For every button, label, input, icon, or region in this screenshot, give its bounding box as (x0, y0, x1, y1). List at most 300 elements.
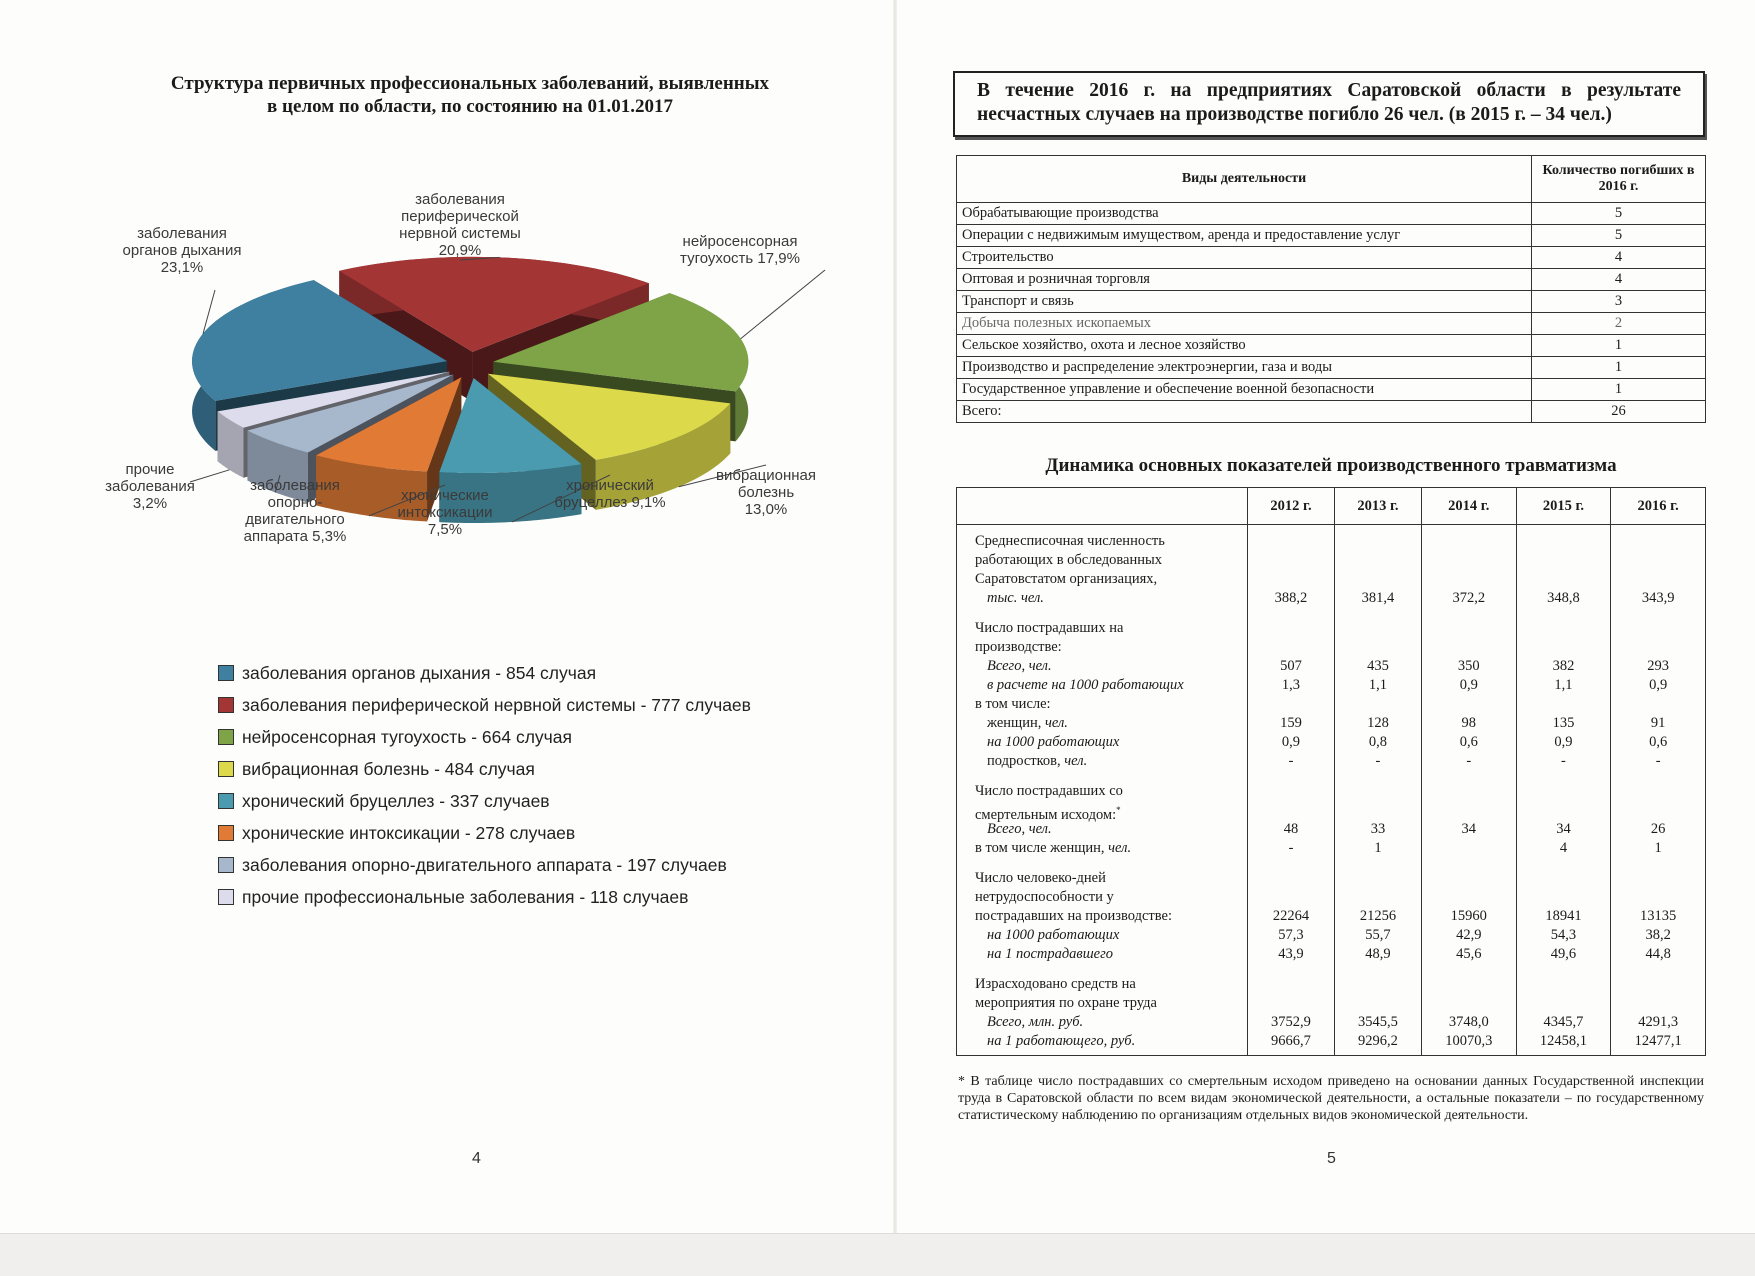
pie-label-resp (123, 225, 242, 276)
pie-label-line: интоксикации (397, 504, 493, 521)
value (1517, 782, 1611, 801)
value (1517, 619, 1611, 638)
value: 43,9 (1278, 946, 1304, 962)
value: 4 (1559, 840, 1568, 856)
injury-dynamics-table (956, 487, 1706, 1056)
value: 0,9 (1281, 734, 1301, 750)
pie-label-line: аппарата 5,3% (243, 528, 347, 545)
indicator-line (975, 907, 1239, 926)
value: 1,3 (1281, 677, 1301, 693)
value-cell (1421, 612, 1516, 775)
value: 98 (1461, 715, 1477, 731)
pie-label-hear (680, 233, 800, 267)
value (1248, 888, 1334, 907)
value (1611, 532, 1705, 551)
footnote: * В таблице число пострадавших со смертельным исходом приведено на основании данных Государственной инспекции труда в Саратовской области по всем видам экономической деятельности, а остальные показатели – по государственному статистическому наблюдению по организациям отдельных видов экономической деятельности. (958, 1074, 1704, 1123)
value: 9296,2 (1358, 1033, 1398, 1049)
table-row (957, 379, 1706, 401)
value (1422, 975, 1516, 994)
value (1422, 551, 1516, 570)
activity-cell: Добыча полезных ископаемых (957, 313, 1532, 335)
value: 4345,7 (1543, 1014, 1584, 1030)
indicator-block (957, 612, 1706, 775)
legend-item (218, 849, 751, 881)
indicator-text: в том числе: (975, 696, 1051, 712)
value-cell (1421, 525, 1516, 613)
value (1422, 888, 1516, 907)
legend-label: нейросенсорная тугоухость - 664 случая (242, 726, 572, 747)
value (1248, 532, 1334, 551)
value-cell (1611, 525, 1706, 613)
year-header: 2012 г. (1248, 488, 1335, 525)
year-header: 2015 г. (1516, 488, 1611, 525)
value: 128 (1367, 715, 1389, 731)
legend-item (218, 657, 751, 689)
value: 12477,1 (1634, 1033, 1682, 1049)
value: - (1466, 753, 1472, 769)
indicator-line (975, 752, 1239, 771)
legend-label: заболевания периферической нервной системы - 777 случаев (242, 694, 751, 715)
right-page (895, 0, 1755, 1275)
value (1517, 888, 1611, 907)
legend-swatch-icon (218, 857, 234, 873)
indicator-line (975, 638, 1239, 657)
table-row (957, 269, 1706, 291)
value (1611, 888, 1705, 907)
value-cell (1516, 968, 1611, 1056)
indicator-text: на 1 работающего, руб. (987, 1033, 1136, 1049)
legend-item (218, 785, 751, 817)
indicator-line (975, 619, 1239, 638)
value: 48,9 (1365, 946, 1391, 962)
pie-label-line: бруцеллез 9,1% (554, 494, 666, 511)
activity-cell: Оптовая и розничная торговля (957, 269, 1532, 291)
legend-swatch-icon (218, 825, 234, 841)
indicator-text: Всего, чел. (987, 658, 1052, 674)
value: - (1375, 753, 1381, 769)
header-count: Количество погибших в 2016 г. (1532, 156, 1706, 203)
value: 4291,3 (1638, 1014, 1679, 1030)
value: 435 (1367, 658, 1389, 674)
indicator-line (975, 926, 1239, 945)
value-cell (1611, 968, 1706, 1056)
count-cell: 5 (1532, 203, 1706, 225)
label-leader-line (741, 270, 825, 339)
value: 10070,3 (1445, 1033, 1493, 1049)
value-cell (1334, 612, 1421, 775)
value: 348,8 (1547, 590, 1580, 606)
value: 0,8 (1368, 734, 1388, 750)
value (1248, 801, 1334, 820)
pie-label-line: 3,2% (132, 495, 168, 512)
value (1611, 638, 1705, 657)
value: 350 (1457, 658, 1480, 674)
value (1335, 551, 1421, 570)
value (1517, 869, 1611, 888)
value-cell (1334, 862, 1421, 968)
legend-swatch-icon (218, 889, 234, 905)
indicator-line (975, 1013, 1239, 1032)
label-leader-line (190, 470, 229, 482)
indicator-block (957, 775, 1706, 862)
indicator-text: Всего, млн. руб. (987, 1014, 1084, 1030)
value-cell (1334, 525, 1421, 613)
value: 21256 (1359, 908, 1397, 924)
value: 55,7 (1365, 927, 1391, 943)
value (1517, 994, 1611, 1013)
indicator-text: Всего, чел. (987, 821, 1052, 837)
legend-swatch-icon (218, 665, 234, 681)
value-cell (1334, 968, 1421, 1056)
pie-label-line: 23,1% (160, 259, 204, 276)
value (1611, 551, 1705, 570)
pie-label-nerv (399, 191, 521, 259)
chart-title-line-2: в целом по области, по состоянию на 01.01.2017 (267, 96, 673, 117)
year-header: 2013 г. (1334, 488, 1421, 525)
table-row (957, 291, 1706, 313)
value: 388,2 (1274, 590, 1308, 606)
pie-label-line: хронический (566, 477, 654, 494)
indicator-text: в том числе женщин, (975, 840, 1109, 856)
indicator-label (957, 862, 1248, 968)
activity-cell: Производство и распределение электроэнергии, газа и воды (957, 357, 1532, 379)
chart-legend (218, 657, 751, 913)
value: - (1655, 753, 1661, 769)
value (1517, 801, 1611, 820)
value-cell (1611, 775, 1706, 862)
value (1422, 801, 1516, 820)
value (1422, 532, 1516, 551)
indicator-line (975, 839, 1239, 858)
pie-label-line: нервной системы (399, 225, 521, 242)
table-row (957, 335, 1706, 357)
dynamics-title: Динамика основных показателей производственного травматизма (1045, 455, 1617, 476)
value (1517, 570, 1611, 589)
legend-swatch-icon (218, 793, 234, 809)
value (1248, 975, 1334, 994)
legend-swatch-icon (218, 729, 234, 745)
value: 57,3 (1278, 927, 1304, 943)
table-row (957, 247, 1706, 269)
pie-label-line: 13,0% (744, 501, 788, 518)
indicator-line (975, 888, 1239, 907)
indicator-text: мероприятия по охране труда (975, 995, 1157, 1011)
value (1335, 532, 1421, 551)
table-header-row (957, 488, 1706, 525)
indicator-line (975, 532, 1239, 551)
pie-label-bruc (554, 477, 665, 511)
indicator-text: на 1000 работающих (987, 927, 1120, 943)
value (1611, 801, 1705, 820)
value-cell (1421, 775, 1516, 862)
value: 1 (1654, 840, 1662, 856)
value: 12458,1 (1539, 1033, 1587, 1049)
value-cell (1516, 612, 1611, 775)
value-cell (1611, 862, 1706, 968)
activity-cell: Строительство (957, 247, 1532, 269)
value: 0,6 (1649, 734, 1668, 750)
value: 1 (1374, 840, 1382, 856)
indicator-line (975, 676, 1239, 695)
value (1517, 551, 1611, 570)
indicator-text: работающих в обследованных (975, 552, 1162, 568)
value (1517, 638, 1611, 657)
value: 1,1 (1368, 677, 1388, 693)
value: 38,2 (1645, 927, 1671, 943)
activity-cell: Государственное управление и обеспечение военной безопасности (957, 379, 1532, 401)
count-cell: 4 (1532, 247, 1706, 269)
indicator-line (975, 657, 1239, 676)
pie-label-line: заболевания (137, 225, 227, 242)
value-cell (1516, 525, 1611, 613)
value (1335, 994, 1421, 1013)
indicator-text: Саратовстатом организациях, (975, 571, 1158, 587)
pie-label-line: двигательного (245, 511, 345, 528)
count-cell: 1 (1532, 379, 1706, 401)
value (1422, 869, 1516, 888)
value-cell (1516, 775, 1611, 862)
value (1335, 801, 1421, 820)
pie-label-musc (244, 477, 347, 545)
indicator-text: подростков, (987, 753, 1065, 769)
indicator-line (975, 733, 1239, 752)
count-cell: 1 (1532, 335, 1706, 357)
value (1248, 782, 1334, 801)
activity-cell: Транспорт и связь (957, 291, 1532, 313)
value: 343,9 (1641, 590, 1675, 606)
legend-item (218, 817, 751, 849)
indicator-text: на 1000 работающих (987, 734, 1120, 750)
value: 0,6 (1459, 734, 1478, 750)
indicator-text: Израсходовано средств на (975, 976, 1136, 992)
value (1611, 975, 1705, 994)
total-value: 26 (1532, 401, 1706, 423)
value: 293 (1647, 658, 1670, 674)
total-label: Всего: (957, 401, 1532, 423)
chart-title-line-1: Структура первичных профессиональных заболеваний, выявленных (170, 73, 770, 94)
indicator-text: Число пострадавших со (975, 783, 1123, 799)
value-cell (1248, 775, 1335, 862)
value: 13135 (1640, 908, 1677, 924)
indicator-line (975, 589, 1239, 608)
indicator-unit: чел. (1044, 715, 1068, 731)
value: 3748,0 (1448, 1014, 1489, 1030)
count-cell: 4 (1532, 269, 1706, 291)
value-cell (1248, 612, 1335, 775)
value (1248, 570, 1334, 589)
value-cell (1334, 775, 1421, 862)
year-header: 2014 г. (1421, 488, 1516, 525)
legend-label: хронические интоксикации - 278 случаев (242, 822, 576, 843)
pie-label-line: хронические (401, 487, 489, 504)
indicator-line (975, 695, 1239, 714)
value-cell (1248, 862, 1335, 968)
pie-label-line: органов дыхания (122, 242, 242, 259)
pie-label-line: заболевания (250, 477, 340, 494)
indicator-block (957, 862, 1706, 968)
legend-swatch-icon (218, 697, 234, 713)
activity-cell: Операции с недвижимым имуществом, аренда и предоставление услуг (957, 225, 1532, 247)
value (1517, 695, 1611, 714)
indicator-text: смертельным исходом: (975, 806, 1117, 823)
pie-label-line: болезнь (737, 484, 795, 501)
legend-label: прочие профессиональные заболевания - 118 случаев (242, 886, 689, 907)
value (1611, 782, 1705, 801)
value-cell (1248, 525, 1335, 613)
value: - (1288, 753, 1294, 769)
value: - (1561, 753, 1566, 769)
fatalities-notice: В течение 2016 г. на предприятиях Саратовской области в результате несчастных случаев на производстве погибло 26 чел. (в 2015 г. – 34 чел.) (953, 71, 1705, 137)
value: 34 (1461, 821, 1477, 837)
value (1248, 869, 1334, 888)
value-cell (1516, 862, 1611, 968)
value (1248, 638, 1334, 657)
table-row (957, 313, 1706, 335)
value (1611, 869, 1705, 888)
indicator-text: пострадавших на производстве: (975, 908, 1172, 924)
year-header: 2016 г. (1611, 488, 1706, 525)
value (1517, 532, 1611, 551)
indicator-text: женщин, (987, 715, 1045, 731)
value (1335, 888, 1421, 907)
value: 54,3 (1550, 927, 1577, 943)
table-row (957, 357, 1706, 379)
indicator-line (975, 801, 1239, 823)
value: 372,2 (1452, 590, 1486, 606)
pie-label-intox (398, 487, 493, 538)
indicator-text: Число человеко-дней (975, 870, 1106, 886)
value (1335, 782, 1421, 801)
value-cell (1421, 862, 1516, 968)
page-number-right: 5 (1327, 1150, 1336, 1167)
value: 135 (1552, 715, 1575, 731)
value (1517, 975, 1611, 994)
pie-label-vibr (716, 467, 816, 518)
legend-label: вибрационная болезнь - 484 случая (242, 758, 535, 779)
value: 22264 (1272, 908, 1310, 924)
indicator-line (975, 782, 1239, 801)
value: 45,6 (1456, 946, 1482, 962)
value (1248, 551, 1334, 570)
legend-item (218, 721, 751, 753)
activity-cell: Обрабатывающие производства (957, 203, 1532, 225)
count-cell: 2 (1532, 313, 1706, 335)
indicator-label (957, 612, 1248, 775)
legend-item (218, 753, 751, 785)
value (1248, 994, 1334, 1013)
legend-item (218, 881, 751, 913)
indicator-text: Число пострадавших на (975, 620, 1124, 636)
value: 382 (1552, 658, 1575, 674)
indicator-label (957, 525, 1248, 613)
header-activity: Виды деятельности (957, 156, 1532, 203)
value (1422, 695, 1516, 714)
value: 9666,7 (1271, 1033, 1311, 1049)
value (1611, 994, 1705, 1013)
value (1422, 619, 1516, 638)
value (1611, 619, 1705, 638)
indicator-line (975, 714, 1239, 733)
indicator-line (975, 945, 1239, 964)
value (1335, 619, 1421, 638)
pie-label-line: 20,9% (438, 242, 482, 259)
indicator-line (975, 869, 1239, 888)
value (1611, 695, 1705, 714)
value-cell (1421, 968, 1516, 1056)
legend-label: заболевания органов дыхания - 854 случая (242, 662, 597, 683)
value (1335, 975, 1421, 994)
table-row (957, 203, 1706, 225)
value (1335, 638, 1421, 657)
value: 26 (1650, 821, 1666, 837)
value: 0,9 (1554, 734, 1573, 750)
indicator-line (975, 1032, 1239, 1051)
table-header-row (957, 156, 1706, 203)
value (1422, 638, 1516, 657)
header-empty (957, 488, 1248, 525)
value: - (1288, 840, 1294, 856)
value (1335, 695, 1421, 714)
value (1335, 869, 1421, 888)
value (1422, 994, 1516, 1013)
pie-label-other (105, 461, 195, 512)
value: 0,9 (1459, 677, 1478, 693)
value: 1,1 (1554, 677, 1573, 693)
value: 48 (1283, 821, 1299, 837)
pie-label-line: 7,5% (427, 521, 463, 538)
value: 42,9 (1456, 927, 1482, 943)
indicator-block (957, 968, 1706, 1056)
indicator-line (975, 551, 1239, 570)
pie-label-line: опорно- (267, 494, 323, 511)
page-number-left: 4 (472, 1150, 481, 1167)
indicator-block (957, 525, 1706, 613)
pie-label-line: вибрационная (716, 467, 816, 484)
pie-label-line: прочие (125, 461, 175, 478)
indicator-label (957, 968, 1248, 1056)
indicator-text: тыс. чел. (987, 590, 1044, 606)
value: 33 (1370, 821, 1386, 837)
value-cell (1248, 968, 1335, 1056)
activity-cell: Сельское хозяйство, охота и лесное хозяйство (957, 335, 1532, 357)
value: 49,6 (1550, 946, 1577, 962)
legend-swatch-icon (218, 761, 234, 777)
value: 91 (1650, 715, 1666, 731)
legend-label: заболевания опорно-двигательного аппарата - 197 случаев (242, 854, 727, 875)
pie-label-line: заболевания (415, 191, 505, 208)
value: 3752,9 (1271, 1014, 1311, 1030)
indicator-label (957, 775, 1248, 862)
footnote-marker: * (1116, 805, 1121, 815)
value (1422, 570, 1516, 589)
indicator-unit: чел. (1064, 753, 1088, 769)
indicator-line (975, 570, 1239, 589)
table-row (957, 225, 1706, 247)
indicator-unit: чел. (1108, 840, 1132, 856)
indicator-line (975, 994, 1239, 1013)
indicator-text: нетрудоспособности у (975, 889, 1114, 905)
value: 0,9 (1649, 677, 1668, 693)
value (1422, 839, 1516, 858)
value (1248, 695, 1334, 714)
legend-label: хронический бруцеллез - 337 случаев (242, 790, 550, 811)
value (1335, 570, 1421, 589)
count-cell: 3 (1532, 291, 1706, 313)
legend-item (218, 689, 751, 721)
fatalities-by-activity-table (956, 155, 1706, 423)
value: 18941 (1545, 908, 1582, 924)
count-cell: 1 (1532, 357, 1706, 379)
